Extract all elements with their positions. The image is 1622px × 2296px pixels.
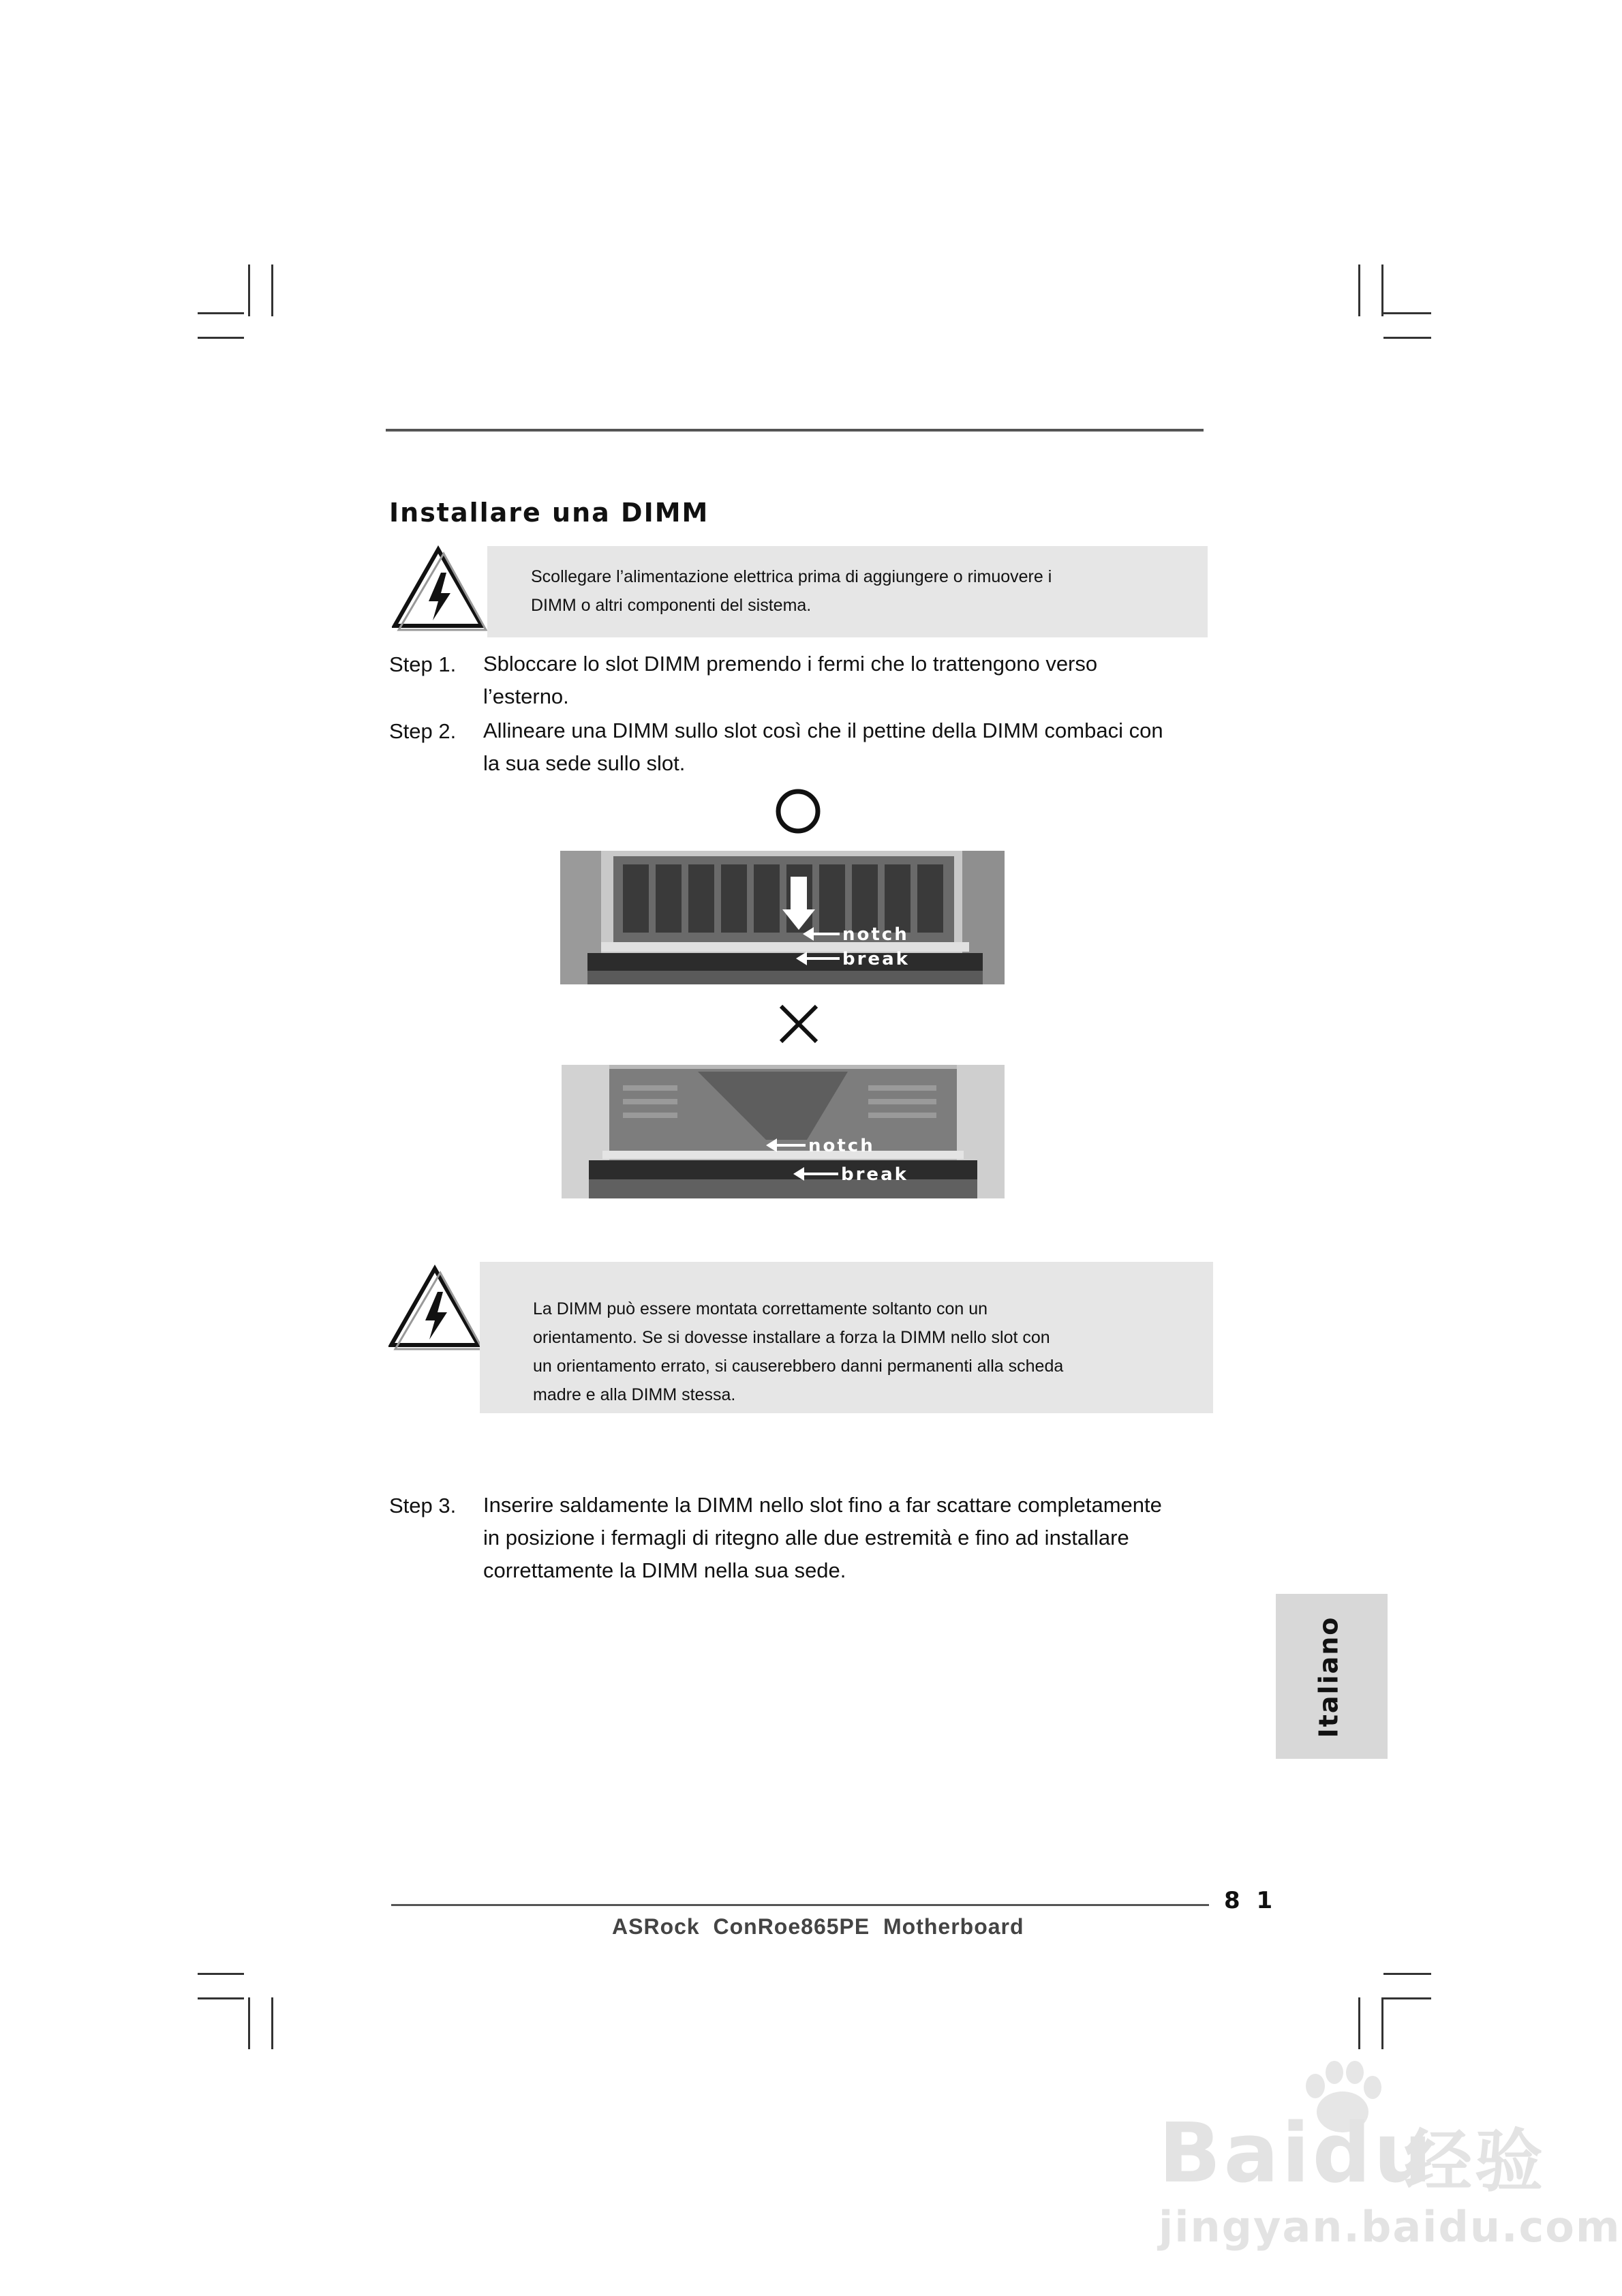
watermark-url: jingyan.baidu.com — [1159, 2202, 1621, 2252]
step-line: correttamente la DIMM nella sua sede. — [483, 1558, 846, 1582]
watermark-brand-cn: 经验 — [1404, 2121, 1546, 2201]
warning-icon — [392, 545, 487, 634]
step-line: Inserire saldamente la DIMM nello slot fino a far scattare completamente — [483, 1493, 1162, 1517]
warning-note-box — [487, 546, 1208, 637]
crop-mark — [1383, 312, 1431, 314]
step-line: l’esterno. — [483, 684, 569, 708]
header-rule — [386, 429, 1204, 432]
crop-mark — [1383, 337, 1431, 339]
warning-note-box — [480, 1262, 1213, 1413]
crop-mark — [198, 312, 244, 314]
step-label: Step 1. — [389, 652, 457, 676]
step-line: la sua sede sullo slot. — [483, 751, 686, 775]
warning-icon — [388, 1265, 484, 1353]
footer-product: ASRock ConRoe865PE Motherboard — [612, 1914, 1024, 1939]
crop-mark — [1383, 1997, 1431, 1999]
step-label: Step 3. — [389, 1494, 457, 1517]
break-label: break — [841, 1164, 908, 1185]
crop-mark — [271, 1997, 273, 2049]
language-tab — [1276, 1594, 1388, 1759]
step-line: in posizione i fermagli di ritegno alle due estremità e fino ad installare — [483, 1526, 1129, 1550]
warning-note-text — [531, 562, 1052, 620]
crop-mark — [1381, 1997, 1383, 2049]
crop-mark — [198, 337, 244, 339]
crop-mark — [1358, 265, 1360, 316]
correct-circle-icon — [774, 787, 822, 835]
watermark — [1159, 2059, 1621, 2263]
warning-note-text — [533, 1295, 1063, 1409]
note-line: un orientamento errato, si causerebbero danni permanenti alla scheda — [533, 1357, 1064, 1376]
crop-mark — [271, 265, 273, 316]
step-line: Allineare una DIMM sullo slot così che il pettine della DIMM combaci con — [483, 719, 1163, 742]
note-line: Scollegare l’alimentazione elettrica prima di aggiungere o rimuovere i — [531, 567, 1052, 586]
step-label: Step 2. — [389, 719, 457, 743]
step-text — [483, 1489, 1162, 1587]
notch-label: notch — [808, 1136, 875, 1156]
step-text — [483, 648, 1097, 713]
crop-mark — [198, 1997, 244, 1999]
crop-mark — [248, 1997, 250, 2049]
crop-mark — [1358, 1997, 1360, 2049]
page-number: 8 1 — [1224, 1887, 1277, 1914]
section-title: Installare una DIMM — [389, 498, 709, 528]
notch-label: notch — [842, 924, 909, 945]
step-text — [483, 714, 1163, 780]
crop-mark — [1381, 265, 1383, 316]
crop-mark — [248, 265, 250, 316]
note-line: La DIMM può essere montata correttamente soltanto con un — [533, 1299, 988, 1318]
note-line: DIMM o altri componenti del sistema. — [531, 596, 812, 615]
note-line: orientamento. Se si dovesse installare a forza la DIMM nello slot con — [533, 1328, 1050, 1347]
dimm-wrong-photo — [562, 1065, 1005, 1198]
break-label: break — [842, 949, 910, 969]
crop-mark — [1383, 1973, 1431, 1975]
watermark-brand-end: du — [1312, 2106, 1435, 2201]
wrong-cross-icon — [777, 1002, 821, 1046]
language-tab-label: Italiano — [1313, 1616, 1344, 1738]
watermark-brand — [1159, 2106, 1435, 2201]
dimm-correct-photo — [560, 851, 1005, 984]
footer-rule — [391, 1904, 1209, 1906]
crop-mark — [198, 1973, 244, 1975]
watermark-brand-start: Bai — [1159, 2106, 1313, 2201]
step-line: Sbloccare lo slot DIMM premendo i fermi che lo trattengono verso — [483, 652, 1098, 676]
note-line: madre e alla DIMM stessa. — [533, 1385, 736, 1404]
